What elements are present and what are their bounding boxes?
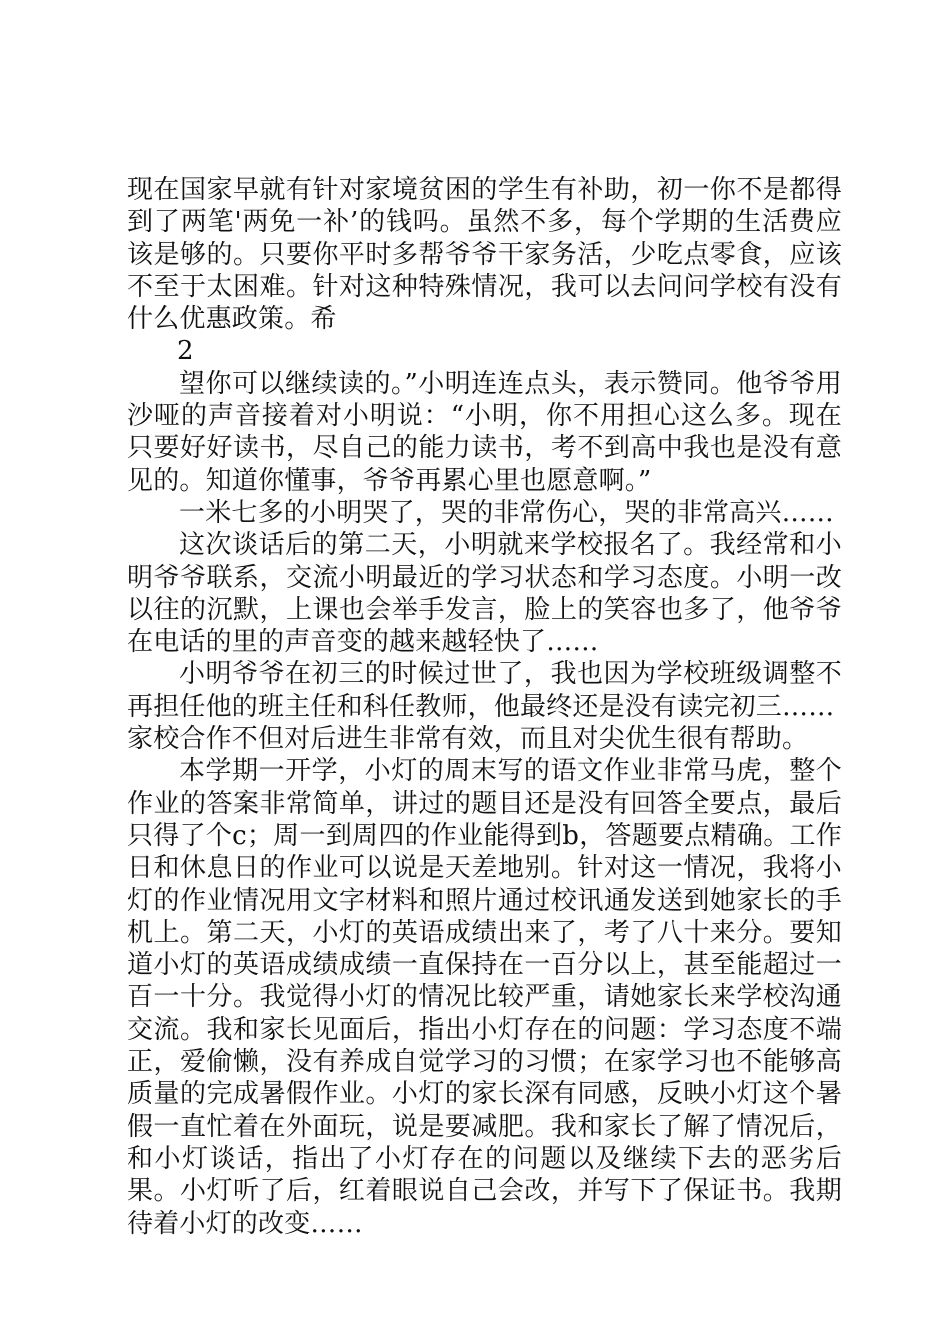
paragraph-3: 一米七多的小明哭了，哭的非常伤心，哭的非常高兴…… [179,497,835,528]
document-body [127,174,842,1240]
paragraph-1: 现在国家早就有针对家境贫困的学生有补助，初一你不是都得到了两笔'两免一补’的钱吗。虽然不多，每个学期的生活费应该是够的。只要你平时多帮爷爷干家务活，少吃点零食，应该不至于太困难。针对这种特殊情况，我可以去问问学校有没有什么优惠政策。希 [127,175,842,335]
paragraph-5: 小明爷爷在初三的时候过世了，我也因为学校班级调整不再担任他的班主任和科任教师，他最终还是没有读完初三…… [127,659,842,722]
page-number: 2 [177,336,194,367]
paragraph-2: 望你可以继续读的。”小明连连点头，表示赞同。他爷爷用沙哑的声音接着对小明说：“小明，你不用担心这么多。现在只要好好读书，尽自己的能力读书，考不到高中我也是没有意见的。知道你懂事，爷爷再累心里也愿意啊。” [127,368,842,496]
paragraph-7: 本学期一开学，小灯的周末写的语文作业非常马虎，整个作业的答案非常简单，讲过的题目还是没有回答全要点，最后只得了个c；周一到周四的作业能得到b，答题要点精确。工作日和休息日的作业可以说是天差地别。针对这一情况，我将小灯的作业情况用文字材料和照片通过校讯通发送到她家长的手机上。第二天，小灯的英语成绩出来了，考了八十来分。要知道小灯的英语成绩成绩一直保持在一百分以上，甚至能超过一百一十分。我觉得小灯的情况比较严重，请她家长来学校沟通交流。我和家长见面后，指出小灯存在的问题：学习态度不端正，爱偷懒，没有养成自觉学习的习惯；在家学习也不能够高质量的完成暑假作业。小灯的家长深有同感，反映小灯这个暑假一直忙着在外面玩，说是要减肥。我和家长了解了情况后，和小灯谈话，指出了小灯存在的问题以及继续下去的恶劣后果。小灯听了后，红着眼说自己会改，并写下了保证书。我期待着小灯的改变…… [127,756,842,1239]
paragraph-6: 家校合作不但对后进生非常有效，而且对尖优生很有帮助。 [127,724,809,755]
paragraph-4: 这次谈话后的第二天，小明就来学校报名了。我经常和小明爷爷联系，交流小明最近的学习状态和学习态度。小明一改以往的沉默，上课也会举手发言，脸上的笑容也多了，他爷爷在电话的里的声音变的越来越轻快了…… [127,530,842,658]
